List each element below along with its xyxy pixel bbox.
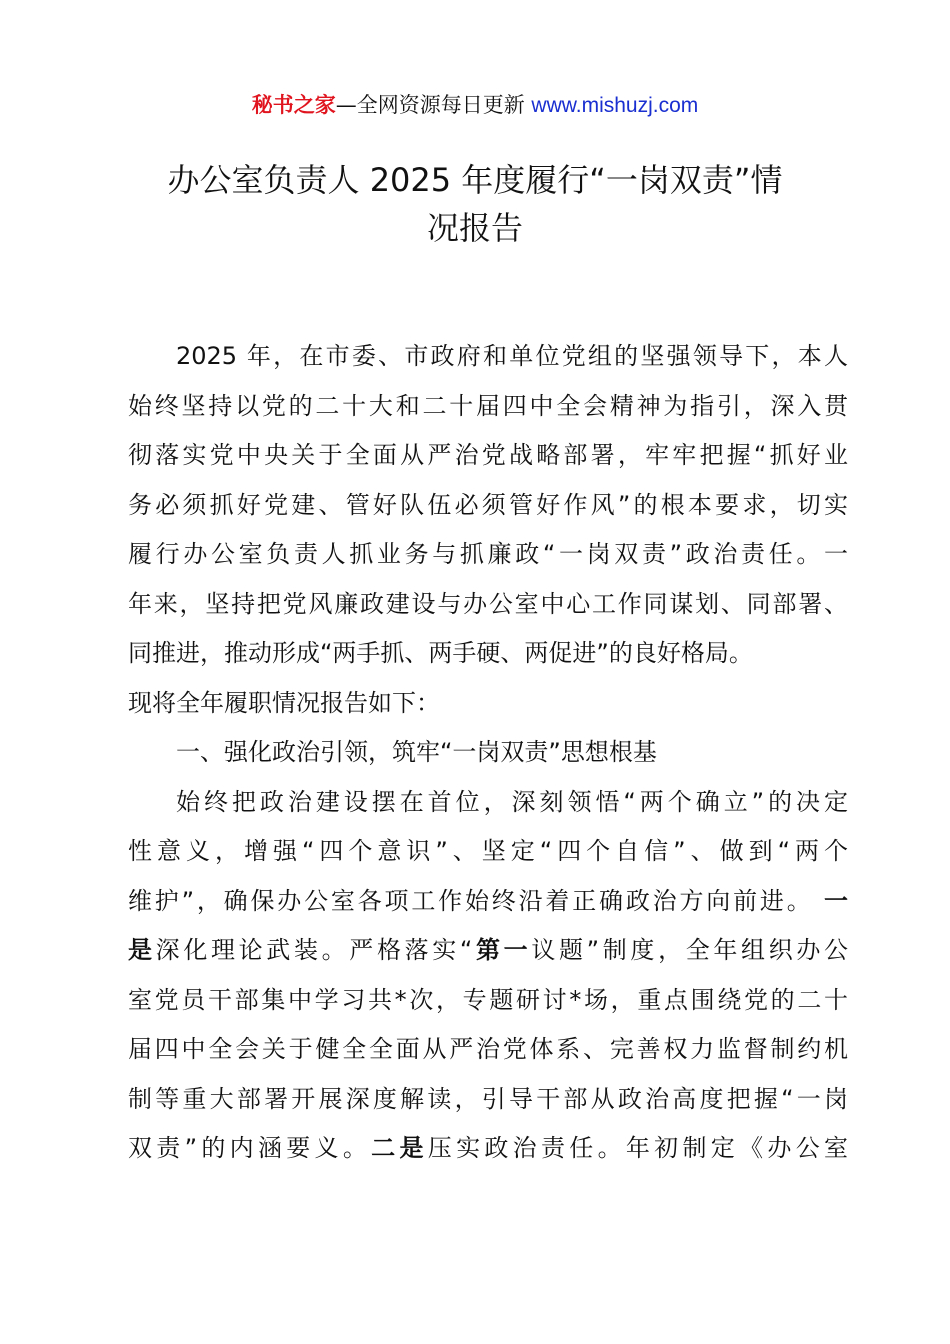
title-line-1: 办公室负责人 2025 年度履行“一岗双责”情 (167, 161, 783, 199)
bold-run: 第一 (472, 936, 532, 964)
document-title (120, 156, 830, 252)
text-line: 室党员干部集中学习共*次，专题研讨*场，重点围绕党的二十 (128, 985, 848, 1014)
text-line: 彻落实党中央关于全面从严治党战略部署，牢牢把握“抓好业 (128, 441, 848, 469)
text-line: 同推进，推动形成“两手抓、两手硬、两促进”的良好格局。 (128, 639, 753, 667)
text-run: 压实政治责任。年初制定《办公室 (427, 1134, 848, 1162)
text-line: 性意义，增强“四个意识”、坚定“四个自信”、做到“两个 (128, 837, 848, 865)
site-url-link[interactable]: www.mishuzj.com (531, 94, 699, 117)
text-run: 议题”制度，全年组织办公 (531, 936, 849, 964)
bold-run: 一 (824, 886, 848, 915)
text-line: 务必须抓好党建、管好队伍必须管好作风”的根本要求，切实 (128, 490, 848, 519)
text-line: 现将全年履职情况报告如下： (128, 688, 440, 717)
text-line: 2025 年，在市委、市政府和单位党组的坚强领导下，本人 (176, 342, 848, 370)
bold-run: 二是 (371, 1134, 428, 1162)
text-line: 制等重大部署开展深度解读，引导干部从政治高度把握“一岗 (128, 1084, 848, 1113)
site-header (0, 90, 950, 121)
site-brand: 秘书之家 (251, 93, 336, 117)
text-line: 届四中全会关于健全全面从严治党体系、完善权力监督制约机 (128, 1035, 848, 1063)
section-paragraph (128, 778, 848, 1174)
text-run: 深化理论武装。严格落实“ (155, 936, 473, 964)
text-line: 履行办公室负责人抓业务与抓廉政“一岗双责”政治责任。一 (128, 540, 848, 568)
document-body (128, 332, 848, 1174)
title-line-2: 况报告 (426, 209, 523, 247)
bold-run: 是 (128, 936, 156, 964)
section-heading: 一、强化政治引领，筑牢“一岗双责”思想根基 (176, 738, 657, 766)
text-line: 始终坚持以党的二十大和二十届四中全会精神为指引，深入贯 (128, 391, 848, 420)
text-run: 双责”的内涵要义。 (128, 1134, 372, 1162)
intro-paragraph (128, 332, 848, 728)
text-line: 始终把政治建设摆在首位，深刻领悟“两个确立”的决定 (176, 787, 848, 816)
text-line: 年来，坚持把党风廉政建设与办公室中心工作同谋划、同部署、 (128, 589, 848, 618)
site-tagline: —全网资源每日更新 (335, 93, 532, 117)
text-line (128, 1124, 848, 1174)
text-line (128, 877, 848, 927)
text-line (128, 926, 848, 976)
text-run: 维护”，确保办公室各项工作始终沿着正确政治方向前进。 (128, 886, 814, 915)
